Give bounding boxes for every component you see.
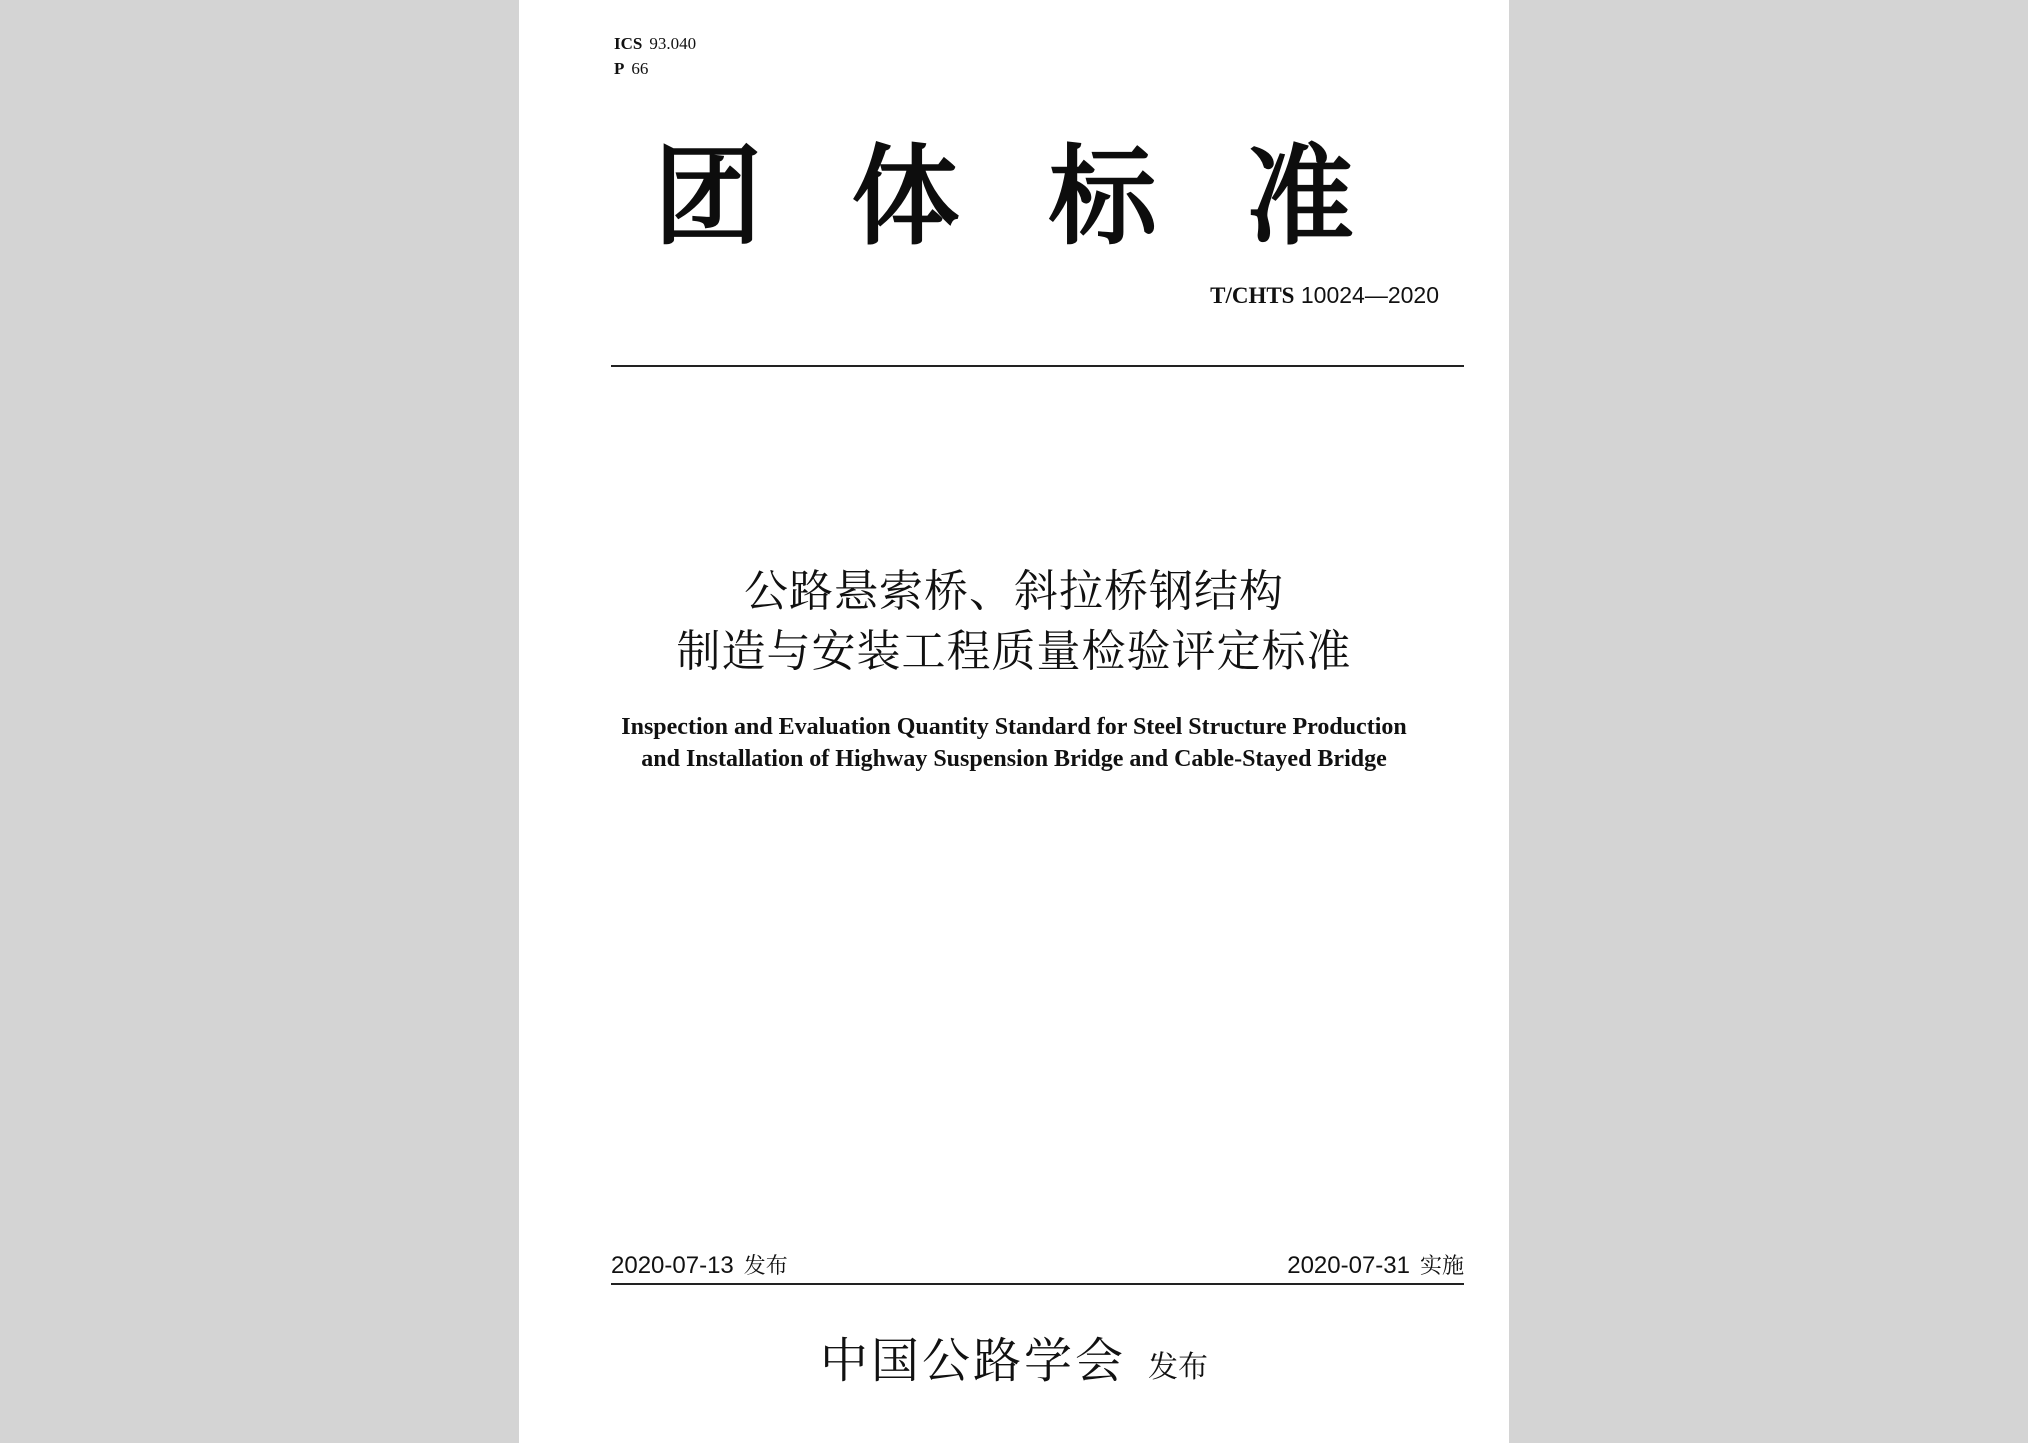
- ccs-code: [614, 60, 648, 77]
- title-en-line-1: Inspection and Evaluation Quantity Standard for Steel Structure Production: [621, 714, 1407, 740]
- implementation-date-label: 实施: [1419, 1254, 1464, 1279]
- issue-date: [611, 1251, 788, 1282]
- publisher: [519, 1333, 1509, 1396]
- issue-date-value: 2020-07-13: [611, 1252, 734, 1279]
- publisher-org: 中国公路学会: [819, 1333, 1126, 1389]
- ccs-label: P: [614, 59, 625, 78]
- heading-char: 体: [851, 135, 960, 260]
- implementation-date: [1287, 1251, 1464, 1282]
- publisher-suffix: 发布: [1148, 1350, 1208, 1385]
- ics-label: ICS: [614, 34, 643, 53]
- standard-number-prefix: T/CHTS: [1210, 283, 1295, 308]
- ics-value: 93.040: [649, 34, 697, 53]
- standard-number: [1210, 283, 1439, 308]
- standard-number-value: 10024—2020: [1300, 282, 1439, 308]
- heading-char: 标: [1048, 135, 1157, 260]
- document-page: [519, 0, 1509, 1443]
- issue-date-label: 发布: [743, 1254, 788, 1279]
- top-divider: [611, 365, 1464, 367]
- title-en-line-2: and Installation of Highway Suspension Bridge and Cable-Stayed Bridge: [641, 746, 1387, 772]
- bottom-divider: [611, 1283, 1464, 1285]
- ccs-value: 66: [631, 59, 649, 78]
- implementation-date-value: 2020-07-31: [1287, 1252, 1410, 1279]
- document-heading: [649, 135, 1359, 260]
- heading-char: 准: [1245, 135, 1354, 260]
- date-row: [611, 1251, 1464, 1281]
- title-cn-line-2: 制造与安装工程质量检验评定标准: [676, 626, 1352, 677]
- heading-char: 团: [653, 135, 762, 260]
- ics-code: [614, 35, 696, 52]
- title-cn-line-1: 公路悬索桥、斜拉桥钢结构: [744, 566, 1284, 617]
